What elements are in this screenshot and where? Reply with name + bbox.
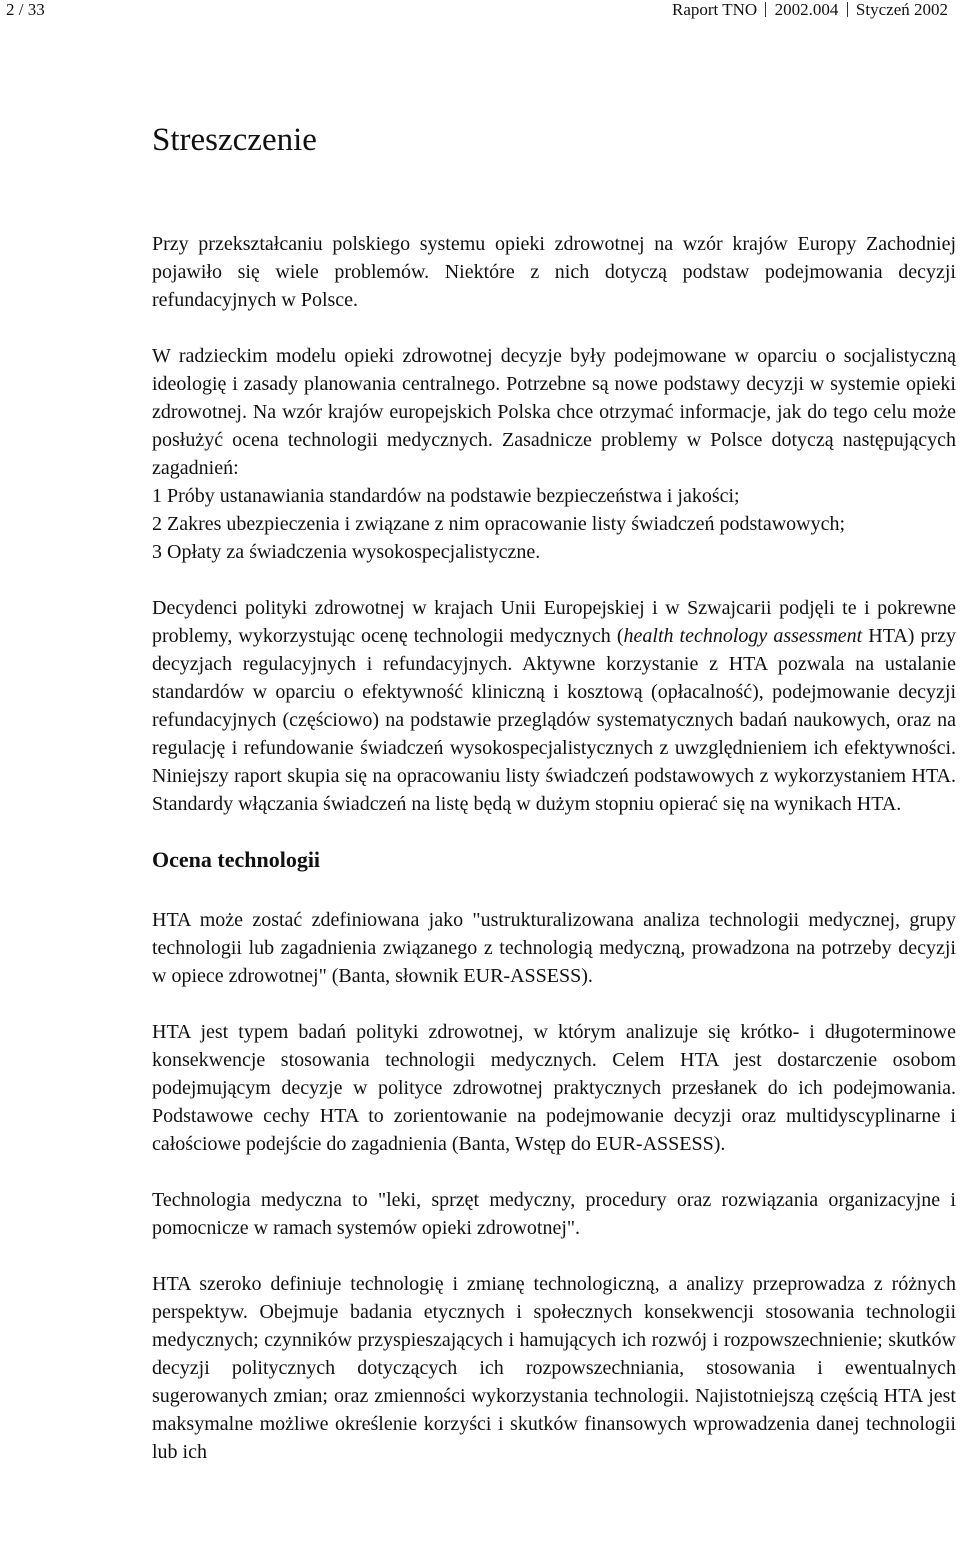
paragraph-hta-type: HTA jest typem badań polityki zdrowotnej, w którym analizuje się krótko- i długoterminowe konsekwencje stosowania technologii medycznych. Celem HTA jest dostarczenie osobom podejmującym decyzje w polityce zdrowotnej praktycznych przesłanek do ich podejmowania. Podstawowe cechy HTA to zorientowanie na podejmowanie decyzji oraz multidyscyplinarne i całościowe podejście do zagadnienia (Banta, Wstęp do EUR-ASSESS). [152,1021,956,1155]
page-number: 2 / 33 [6,0,45,19]
list-item: 1 Próby ustanawiania standardów na podstawie bezpieczeństwa i jakości; [152,485,740,507]
list-item: 3 Opłaty za świadczenia wysokospecjalistyczne. [152,541,541,563]
paragraph-hta-definition: HTA może zostać zdefiniowana jako "ustrukturalizowana analiza technologii medycznej, grupy technologii lub zagadnienia związanego z technologią medyczną, prowadzona na potrzeby decyzji w opiece zdrowotnej" (Banta, słownik EUR-ASSESS). [152,909,956,987]
header-separator [765,2,766,17]
page-header [0,0,960,24]
page-title: Streszczenie [152,122,317,158]
paragraph-text: HTA) przy decyzjach regulacyjnych i refundacyjnych. Aktywne korzystanie z HTA pozwala na ustalanie standardów w oparciu o efektywność kliniczną i kosztową (opłacalność), podejmowanie decyzji refundacyjnych (częściowo) na podstawie przeglądów systematycznych badań naukowych, oraz na regulację i refundowanie świadczeń wysokospecjalistycznych z uwzględnieniem ich efektywności. Niniejszy raport skupia się na opracowaniu listy świadczeń podstawowych z wykorzystaniem HTA. Standardy włączania świadczeń na listę będą w dużym stopniu opierać się na wynikach HTA. [152,625,956,815]
document-body [152,118,956,1494]
paragraph-text: Decydenci polityki zdrowotnej w krajach Unii Europejskiej i w Szwajcarii podjęli te i pokrewne problemy, wykorzystując ocenę technologii medycznych ( [152,597,956,647]
header-separator [847,2,848,17]
report-name: Raport TNO [672,0,758,19]
paragraph-soviet-model [152,342,956,566]
section-heading: Ocena technologii [152,847,321,872]
paragraph-hta-scope: HTA szeroko definiuje technologię i zmianę technologiczną, a analizy przeprowadza z różnych perspektyw. Obejmuje badania etycznych i społecznych konsekwencji stosowania technologii medycznych; czynników przyspieszających i hamujących ich rozwój i rozpowszechnienie; skutków decyzji politycznych dotyczących ich rozpowszechniania, stosowania i ewentualnych sugerowanych zmian; oraz zmienności wykorzystania technologii. Najistotniejszą częścią HTA jest maksymalne możliwe określenie korzyści i skutków finansowych wprowadzenia danej technologii lub ich [152,1273,956,1463]
italic-term: health technology assessment [623,625,863,647]
list-item: 2 Zakres ubezpieczenia i związane z nim opracowanie listy świadczeń podstawowych; [152,513,846,535]
paragraph-medical-technology: Technologia medyczna to "leki, sprzęt medyczny, procedury oraz rozwiązania organizacyjne i pomocnicze w ramach systemów opieki zdrowotnej". [152,1189,956,1239]
report-reference [672,0,948,20]
report-date: Styczeń 2002 [855,0,948,19]
paragraph-text: W radzieckim modelu opieki zdrowotnej decyzje były podejmowane w oparciu o socjalistyczną ideologię i zasady planowania centralnego. Potrzebne są nowe podstawy decyzji w systemie opieki zdrowotnej. Na wzór krajów europejskich Polska chce otrzymać informacje, jak do tego celu może posłużyć ocena technologii medycznych. Zasadnicze problemy w Polsce dotyczą następujących zagadnień: [152,345,956,479]
paragraph-intro: Przy przekształcaniu polskiego systemu opieki zdrowotnej na wzór krajów Europy Zachodniej pojawiło się wiele problemów. Niektóre z nich dotyczą podstaw podejmowania decyzji refundacyjnych w Polsce. [152,233,956,311]
paragraph-decision-makers [152,594,956,818]
report-id: 2002.004 [774,0,839,19]
